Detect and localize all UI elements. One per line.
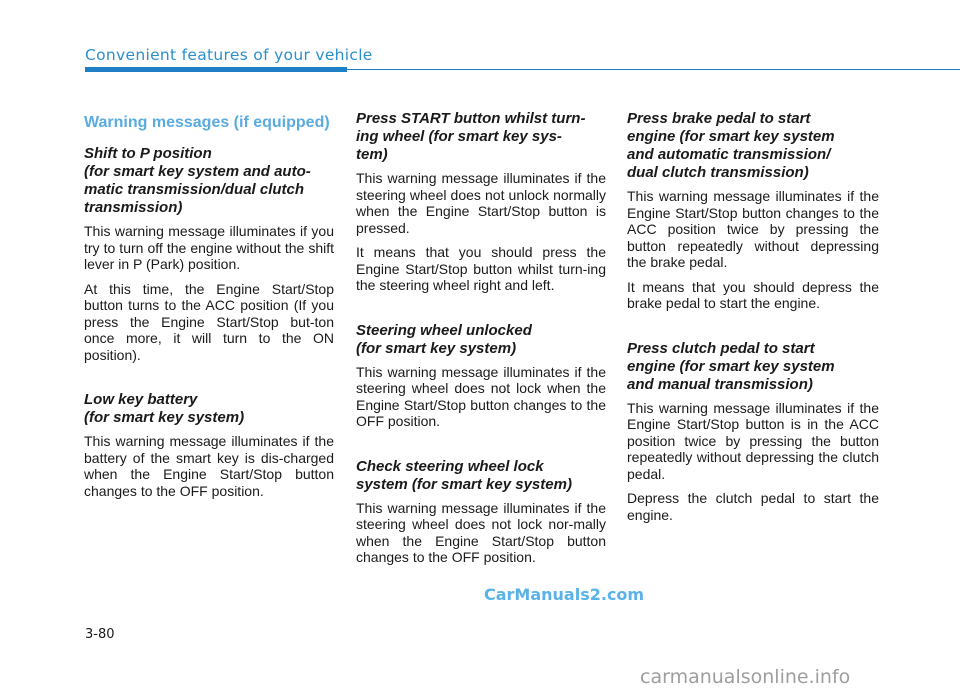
subheading-check-steering-wheel-lock: Check steering wheel lock system (for smart key system) [356,457,572,493]
paragraph: At this time, the Engine Start/Stop button turns to the ACC position (If you press the Engine Start/Stop but-ton once more, it will turn to the ON position). [84,280,334,363]
paragraph: This warning message illuminates if the Engine Start/Stop button is in the ACC position twice by pressing the button repeatedly without depressing the clutch pedal. [627,399,879,482]
paragraph: This warning message illuminates if you try to turn off the engine without the shift lever in P (Park) position. [84,223,334,272]
page-number: 3-80 [85,627,115,642]
header-rule [347,69,960,70]
subheading-press-brake-pedal: Press brake pedal to start engine (for smart key system and automatic transmission/ dual clutch transmission) [627,110,835,181]
footer-watermark: carmanualsonline.info [640,666,851,688]
paragraph: This warning message illuminates if the steering wheel does not lock when the Engine Start/Stop button changes to the OFF position. [356,363,606,429]
paragraph: This warning message illuminates if the Engine Start/Stop button changes to the ACC position twice by pressing the button repeatedly without depressing the brake pedal. [627,188,879,270]
subheading-low-key-battery: Low key battery (for smart key system) [84,391,245,426]
watermark-link[interactable]: CarManuals2.com [484,585,645,604]
header-accent-bar [85,67,347,72]
subheading-steering-wheel-unlocked: Steering wheel unlocked (for smart key system) [356,321,532,357]
paragraph: It means that you should press the Engine Start/Stop button whilst turn-ing the steering wheel right and left. [356,244,606,293]
subheading-shift-to-p: Shift to P position (for smart key system and auto- matic transmission/dual clutch transmission) [84,145,311,216]
paragraph: Depress the clutch pedal to start the engine. [627,490,879,523]
paragraph: This warning message illuminates if the steering wheel does not unlock normally when the Engine Start/Stop button is pressed. [356,170,606,236]
column-1 [84,110,334,507]
column-2 [356,110,606,574]
page-header-title: Convenient features of your vehicle [85,46,373,64]
paragraph: It means that you should depress the brake pedal to start the engine. [627,278,879,311]
paragraph: This warning message illuminates if the steering wheel does not lock nor-mally when the Engine Start/Stop button changes to the OFF position. [356,499,606,565]
section-heading: Warning messages (if equipped) [84,114,330,131]
paragraph: This warning message illuminates if the battery of the smart key is dis-charged when the Engine Start/Stop button changes to the OFF position. [84,433,334,499]
column-3 [627,110,879,531]
subheading-press-start-button: Press START button whilst turn- ing wheel (for smart key sys- tem) [356,110,586,163]
subheading-press-clutch-pedal: Press clutch pedal to start engine (for smart key system and manual transmission) [627,339,835,393]
